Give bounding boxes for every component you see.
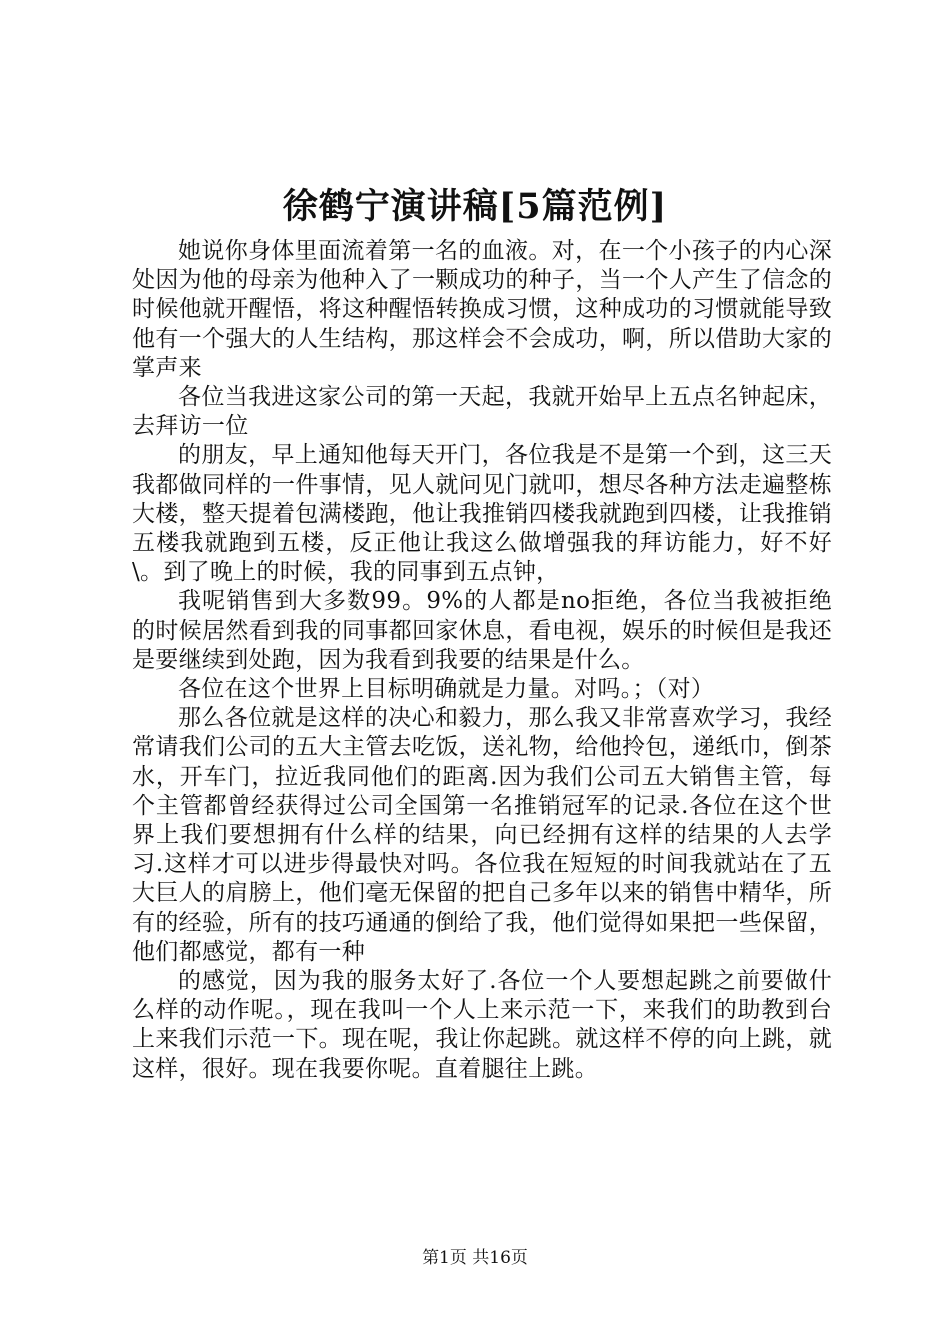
paragraph: 各位当我进这家公司的第一天起，我就开始早上五点名钟起床，去拜访一位 [132,384,832,440]
paragraph: 的感觉，因为我的服务太好了.各位一个人要想起跳之前要做什么样的动作呢。，现在我叫一个人上来示范一下，来我们的助教到台上来我们示范一下。现在呢，我让你起跳。就这样不停的向上跳，就这样，很好。现在我要你呢。直着腿往上跳。 [132,968,832,1082]
paragraph: 的朋友，早上通知他每天开门，各位我是不是第一个到，这三天我都做同样的一件事情，见人就问见门就叩，想尽各种方法走遍整栋大楼，整天提着包满楼跑，他让我推销四楼我就跑到四楼，让我推销五楼我就跑到五楼，反正他让我这么做增强我的拜访能力，好不好\。到了晚上的时候，我的同事到五点钟， [132,442,832,586]
document-body [132,237,832,1084]
paragraph: 各位在这个世界上目标明确就是力量。对吗。；（对） [178,676,715,703]
page-number: 第1页 共16页 [422,1248,528,1268]
paragraph: 那么各位就是这样的决心和毅力，那么我又非常喜欢学习，我经常请我们公司的五大主管去吃饭，送礼物，给他拎包，递纸巾，倒茶水，开车门，拉近我同他们的距离.因为我们公司五大销售主管，每个主管都曾经获得过公司全国第一名推销冠军的记录.各位在这个世界上我们要想拥有什么样的结果，向已经拥有这样的结果的人去学习.这样才可以进步得最快对吗。各位我在短短的时间我就站在了五大巨人的肩膀上，他们毫无保留的把自己多年以来的销售中精华，所有的经验，所有的技巧通通的倒给了我，他们觉得如果把一些保留，他们都感觉，都有一种 [132,705,832,965]
paragraph: 我呢销售到大多数99。9%的人都是no拒绝，各位当我被拒绝的时候居然看到我的同事都回家休息，看电视，娱乐的时候但是我还是要继续到处跑，因为我看到我要的结果是什么。 [132,588,832,673]
page-title: 徐鹤宁演讲稿[5篇范例] [282,186,668,227]
paragraph: 她说你身体里面流着第一名的血液。对，在一个小孩子的内心深处因为他的母亲为他种入了一颗成功的种子，当一个人产生了信念的时候他就开醒悟，将这种醒悟转换成习惯，这种成功的习惯就能导致他有一个强大的人生结构，那这样会不会成功，啊，所以借助大家的掌声来 [132,238,832,381]
